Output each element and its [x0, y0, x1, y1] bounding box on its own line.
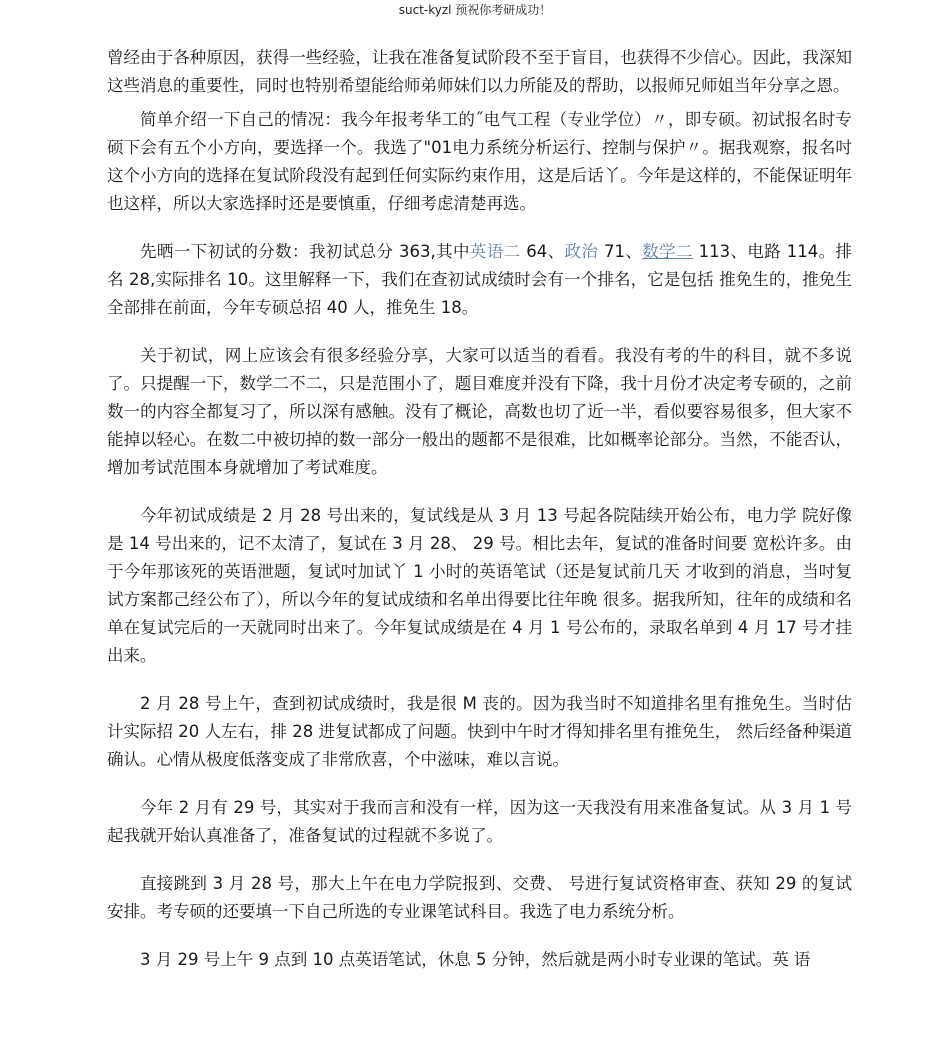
paragraph-scores: [107, 238, 852, 322]
scores-text-2: 64、: [520, 242, 565, 261]
paragraph-mar-28: 直接跳到 3 月 28 号，那大上午在电力学院报到、交费、 号进行复试资格审查、获知 29 的复试安排。考专硕的还要填一下自己所选的专业课笔试科目。我选了电力系统分析。: [107, 874, 852, 921]
scores-text-4: 113、电路 114。排名 28,实际排名 10。这里解释一下，我们在查初试成绩时会有一个排名，它是包括 推免生的，推免生全部排在前面，今年专硕总招 40 人，推免生 18。: [107, 242, 853, 317]
paragraph-feb-29: 今年 2 月有 29 号，其实对于我而言和没有一样，因为这一天我没有用来准备复试。从 3 月 1 号起我就开始认真准备了，准备复试的过程就不多说了。: [107, 798, 852, 845]
paragraph-mar-29: 3 月 29 号上午 9 点到 10 点英语笔试，休息 5 分钟，然后就是两小时专业课的笔试。英 语: [140, 950, 811, 969]
page-header: suct-kyzl 预祝你考研成功！: [398, 3, 552, 17]
scores-text-3: 71、: [598, 242, 643, 261]
document-body: [107, 44, 852, 974]
paragraph-intro: 曾经由于各种原因，获得一些经验，让我在准备复试阶段不至于盲目，也获得不少信心。因此，我深知这些消息的重要性，同时也特别希望能给师弟师妹们以力所能及的帮助，以报师兄师姐当年分享之恩。: [107, 48, 852, 95]
paragraph-self-intro: 简单介绍一下自己的情况：我今年报考华工的˝电气工程（专业学位）〃，即专硕。初试报名时专硕下会有五个小方向，要选择一个。我选了"01电力系统分析运行、控制与保护〃。据我观察，报名吋这个小方向的选择在复试阶段没有起到任何实际约束作用，这是后话丫。今年是这样的，不能保证明年也这样，所以大家选择时还是要慎重，仔细考虑清楚再选。: [107, 110, 852, 213]
politics-link[interactable]: 政治: [564, 242, 599, 261]
paragraph-first-exam: 关于初试，网上应该会有很多经验分享，大家可以适当的看看。我没有考的牛的科目，就不多说了。只提醒一下，数学二不二，只是范围小了，题目难度并没有下降，我十月份才决定考专硕的，之前数一的内容全都复习了，所以深有感触。没有了概论，高数也切了近一半，看似要容易很多，但大家不能掉以轻心。在数二中被切掉的数一部分一般出的题都不是很难，比如概率论部分。当然，不能否认，增加考试范围本身就增加了考试难度。: [107, 346, 852, 477]
paragraph-timeline: 今年初试成绩是 2 月 28 号出来的，复试线是从 3 月 13 号起各院陆续开始公布，电力学 院好像是 14 号出来的，记不太清了，复试在 3 月 28、 29 号。相比去年，复试的准备时间要 宽松许多。由于今年那该死的英语泄题，复试吋加试丫 1 小时的英语笔试（还是复试前几天 才收到的消息，当吋复试方案都己经公布了），所以今年的复试成绩和名单出得要比往年晚 很多。据我所知，往年的成绩和名单在复试完后的一天就同时出来了。今年复试成绩是在 4 月 1 号公布的，录取名单到 4 月 17 号才挂出来。: [107, 506, 852, 665]
math-two-link[interactable]: 数学二: [642, 242, 693, 261]
english-two-link[interactable]: 英语二: [469, 242, 521, 261]
scores-text-1: 先晒一下初试的分数：我初试总分 363,其中: [140, 242, 470, 261]
paragraph-feb-28: 2 月 28 号上午，查到初试成绩时，我是很 M 丧的。因为我当时不知道排名里有推免生。当时估计实际招 20 人左右，排 28 进复试都成了问题。快到中午时才得知排名里有推免生， 然后经备种渠道确认。心情从极度低落变成了非常欣喜，个中滋味，难以言说。: [107, 694, 852, 769]
